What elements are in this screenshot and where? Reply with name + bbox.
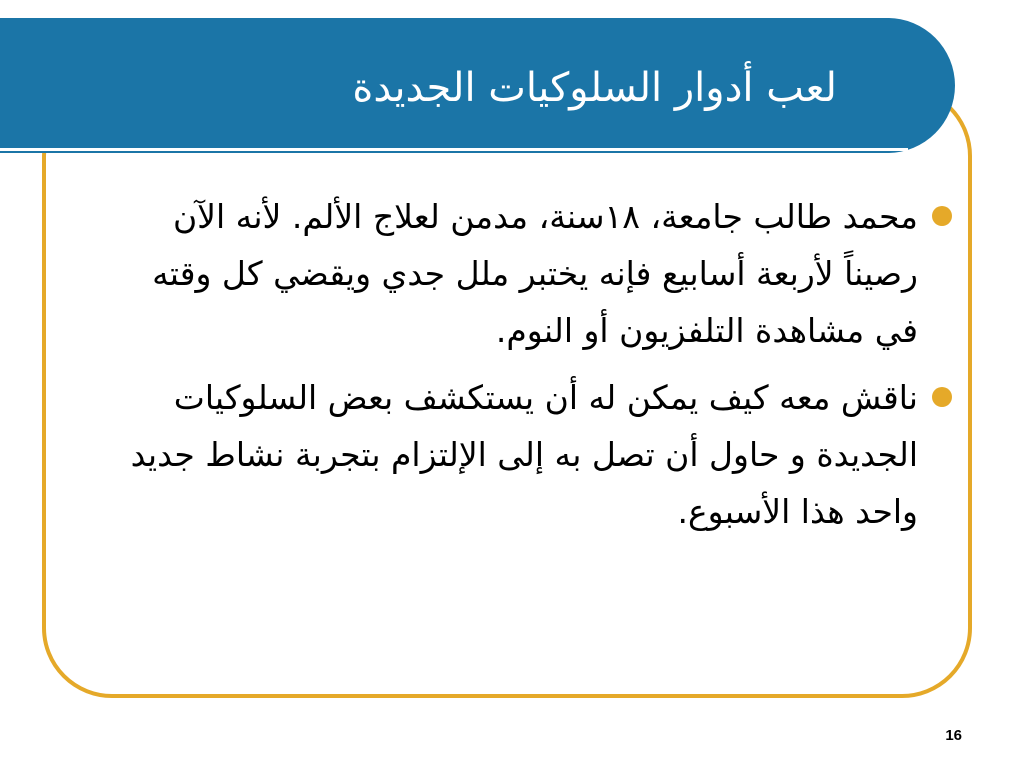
bullet-item (122, 188, 952, 359)
bullet-dot-icon (932, 206, 952, 226)
slide-number: 16 (945, 727, 962, 744)
bullet-dot-icon (932, 387, 952, 407)
bullet-item (122, 369, 952, 540)
bullet-text: محمد طالب جامعة، ١٨سنة، مدمن لعلاج الألم. لأنه الآن رصيناً لأربعة أسابيع فإنه يختبر ملل جدي ويقضي كل وقته في مشاهدة التلفزيون أو النوم. (152, 197, 918, 350)
bullet-text: ناقش معه كيف يمكن له أن يستكشف بعض السلوكيات الجديدة و حاول أن تصل به إلى الإلتزام بتجربة نشاط جديد واحد هذا الأسبوع. (130, 378, 918, 531)
bullet-list (122, 188, 952, 550)
title-underline (0, 148, 908, 151)
title-bar (0, 18, 955, 153)
slide-title: لعب أدوار السلوكيات الجديدة (352, 65, 837, 111)
